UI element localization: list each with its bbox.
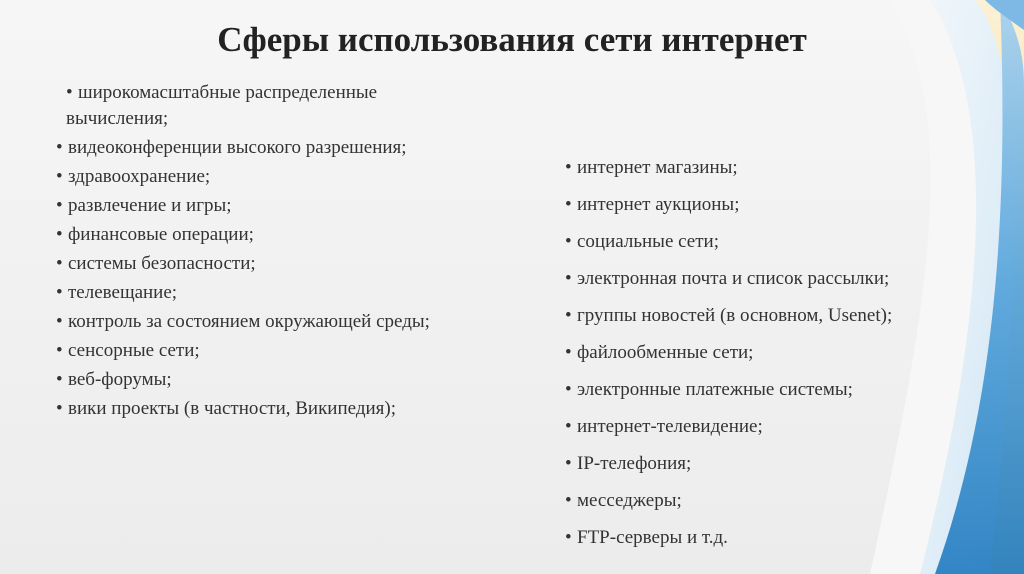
bullet-icon: •	[565, 342, 572, 363]
right-bullet-list	[565, 155, 965, 562]
list-item	[56, 135, 476, 161]
list-item-text: интернет магазины;	[577, 157, 738, 178]
bullet-icon: •	[56, 340, 63, 361]
list-item-text: электронная почта и список рассылки;	[577, 268, 890, 289]
bullet-icon: •	[56, 166, 63, 187]
bullet-icon: •	[565, 379, 572, 400]
bullet-icon: •	[56, 195, 63, 216]
list-item-text: здравоохранение;	[68, 166, 211, 187]
list-item	[56, 338, 476, 364]
bullet-icon: •	[565, 231, 572, 252]
bullet-icon: •	[565, 527, 572, 548]
bullet-icon: •	[565, 490, 572, 511]
bullet-icon: •	[565, 194, 572, 215]
list-item	[56, 280, 476, 306]
list-item	[565, 488, 965, 514]
list-item	[565, 525, 965, 551]
bullet-icon: •	[56, 253, 63, 274]
list-item	[565, 414, 965, 440]
list-item-text: социальные сети;	[577, 231, 719, 252]
bullet-icon: •	[56, 398, 63, 419]
list-item	[565, 229, 965, 255]
list-item-text: финансовые операции;	[68, 224, 254, 245]
bullet-icon: •	[565, 268, 572, 289]
bullet-icon: •	[565, 416, 572, 437]
list-item	[565, 340, 965, 366]
bullet-icon: •	[56, 311, 63, 332]
list-item-text: интернет-телевидение;	[577, 416, 763, 437]
list-item-text: развлечение и игры;	[68, 195, 232, 216]
list-item	[56, 309, 476, 335]
list-item-text: веб-форумы;	[68, 369, 172, 390]
list-item-text: электронные платежные системы;	[577, 379, 853, 400]
list-item-text: месседжеры;	[577, 490, 682, 511]
list-item	[56, 367, 476, 393]
bullet-icon: •	[565, 453, 572, 474]
list-item-text: телевещание;	[68, 282, 178, 303]
list-item	[565, 451, 965, 477]
list-item	[56, 164, 476, 190]
left-bullet-list	[56, 80, 476, 425]
list-item-text: вики проекты (в частности, Википедия);	[68, 398, 397, 419]
bullet-icon: •	[56, 282, 63, 303]
list-item	[56, 251, 476, 277]
list-item	[565, 377, 965, 403]
list-item-text: файлообменные сети;	[577, 342, 754, 363]
bullet-icon: •	[66, 82, 73, 103]
list-item	[565, 192, 965, 218]
bullet-icon: •	[56, 369, 63, 390]
list-item-text: интернет аукционы;	[577, 194, 740, 215]
list-item-text: FTP-серверы и т.д.	[577, 527, 728, 548]
list-item	[565, 155, 965, 181]
list-item	[56, 222, 476, 248]
page-title: Сферы использования сети интернет	[217, 20, 807, 59]
list-item	[56, 396, 476, 422]
list-item	[56, 80, 476, 132]
bullet-icon: •	[565, 157, 572, 178]
list-item	[565, 303, 965, 329]
list-item	[56, 193, 476, 219]
list-item-text: группы новостей (в основном, Usenet);	[577, 305, 893, 326]
list-item-text: системы безопасности;	[68, 253, 256, 274]
bullet-icon: •	[565, 305, 572, 326]
list-item-text: сенсорные сети;	[68, 340, 200, 361]
bullet-icon: •	[56, 224, 63, 245]
list-item-text: видеоконференции высокого разрешения;	[68, 137, 407, 158]
list-item-text: контроль за состоянием окружающей среды;	[68, 311, 430, 332]
list-item	[565, 266, 965, 292]
bullet-icon: •	[56, 137, 63, 158]
list-item-text: IP-телефония;	[577, 453, 692, 474]
list-item-text: широкомасштабные распределенные вычисления;	[66, 82, 378, 129]
